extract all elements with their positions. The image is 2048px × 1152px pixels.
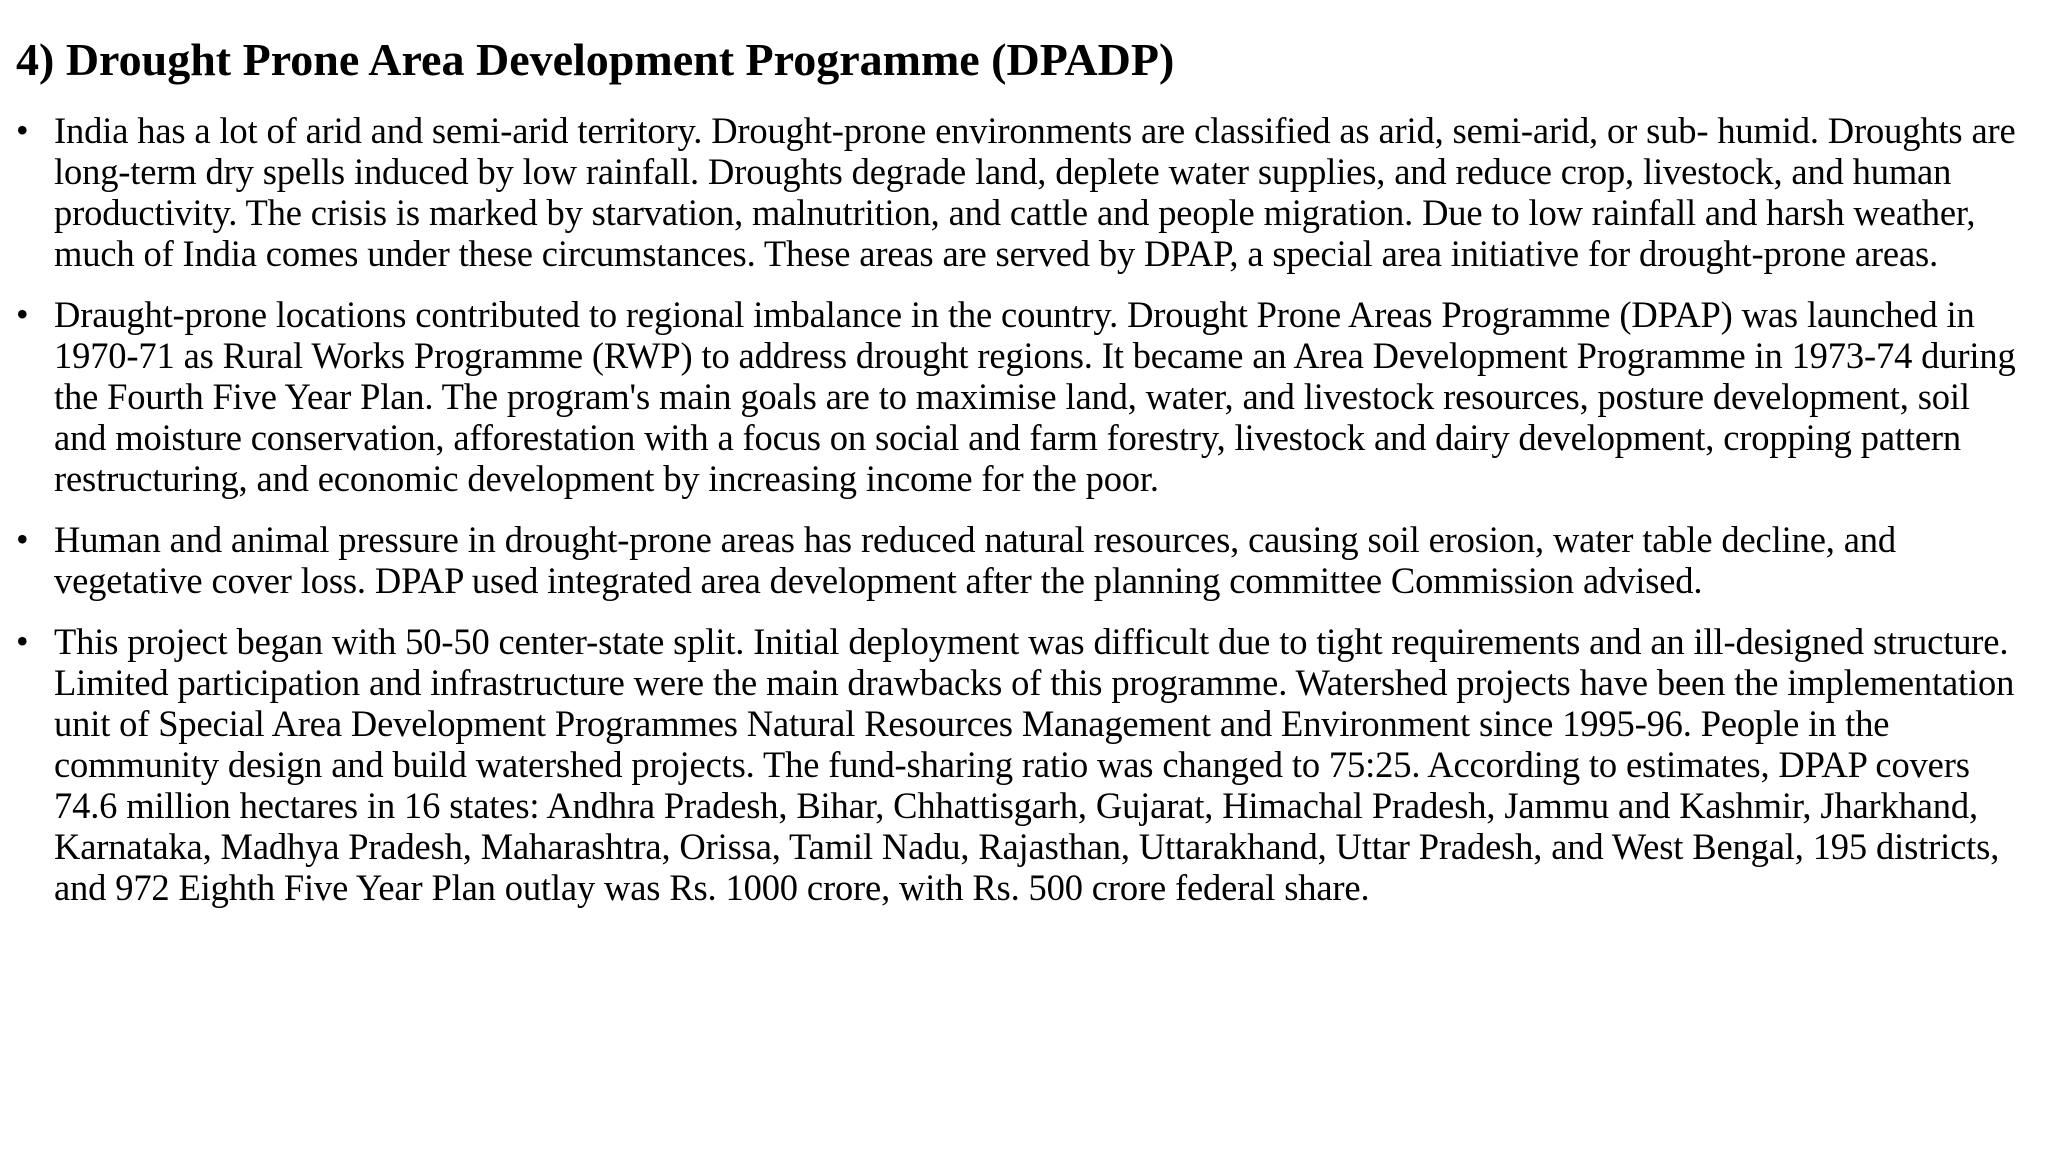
bullet-line: and reduce crop, livestock, and human productivity. The crisis is marked by starvation, malnutrition, and cattle and [54, 151, 1952, 233]
bullet-line: projects. The fund-sharing ratio was changed to 75:25. According to estimates, DPAP covers 74.6 million hectares [54, 744, 1970, 826]
bullet-line: development by increasing income for the poor. [467, 458, 1159, 499]
bullet-line: This project began with 50-50 center-state split. Initial deployment was difficult due to tight requirements and an [54, 621, 1685, 662]
bullet-text [54, 621, 2016, 908]
bullet-line: Bengal, 195 districts, and 972 Eighth Five Year Plan outlay was Rs. 1000 crore, with Rs. 500 crore federal share. [54, 826, 2000, 908]
bullet-line: decline, and vegetative cover loss. DPAP used integrated area development after the planning committee [54, 519, 1896, 601]
bullet-line: focus on social and farm forestry, livestock and dairy development, cropping pattern restructuring, and economic [54, 417, 1962, 499]
bullet-line: Human and animal pressure in drought-prone areas has reduced natural resources, causing soil erosion, water table [54, 519, 1713, 560]
bullet-line: ill-designed structure. Limited participation and infrastructure were the main drawbacks of this programme. [54, 621, 2009, 703]
bullet-line: India has a lot of arid and semi-arid territory. Drought-prone environments are classified as arid, semi-arid, or sub- [54, 110, 1709, 151]
bullet-item [16, 294, 2016, 499]
bullet-line: Karnataka, Madhya Pradesh, Maharashtra, Orissa, Tamil Nadu, Rajasthan, Uttarakhand, Uttar Pradesh, and West [54, 826, 1684, 867]
bullet-dot-icon: • [16, 621, 29, 661]
bullet-line: (DPAP) was launched in 1970-71 as Rural Works Programme (RWP) to address drought regions. It became an Area [54, 294, 1975, 376]
bullet-item [16, 621, 2016, 908]
bullet-line: humid. Droughts are long-term dry spells induced by low rainfall. Droughts degrade land, deplete water supplies, [54, 110, 2016, 192]
bullet-text [54, 110, 2016, 274]
bullet-line: land, water, and livestock resources, posture development, soil and moisture conservation, afforestation with a [54, 376, 1970, 458]
bullet-list [16, 110, 2048, 908]
bullet-line: in 16 states: Andhra Pradesh, Bihar, Chhattisgarh, Gujarat, Himachal Pradesh, Jammu and Kashmir, Jharkhand, [366, 785, 1978, 826]
bullet-text [54, 519, 2016, 601]
bullet-line: Watershed projects have been the implementation unit of Special Area Development Programmes Natural [54, 662, 2015, 744]
bullet-item [16, 519, 2016, 601]
bullet-line: people migration. Due to low rainfall and harsh weather, much of India comes under these circumstances. These [54, 192, 1976, 274]
bullet-line: Draught-prone locations contributed to regional imbalance in the country. Drought Prone Areas Programme [54, 294, 1611, 335]
bullet-text [54, 294, 2016, 499]
bullet-dot-icon: • [16, 519, 29, 559]
bullet-dot-icon: • [16, 294, 29, 334]
bullet-dot-icon: • [16, 110, 29, 150]
slide-title: 4) Drought Prone Area Development Programme (DPADP) [16, 34, 1175, 85]
bullet-line: Commission advised. [1390, 560, 1703, 601]
bullet-item [16, 110, 2016, 274]
bullet-line: Development Programme in 1973-74 during the Fourth Five Year Plan. The program's main goals are to maximise [54, 335, 2016, 417]
bullet-line: Resources Management and Environment since 1995-96. People in the community design and build watershed [54, 703, 1890, 785]
bullet-line: areas are served by DPAP, a special area initiative for drought-prone areas. [859, 233, 1939, 274]
